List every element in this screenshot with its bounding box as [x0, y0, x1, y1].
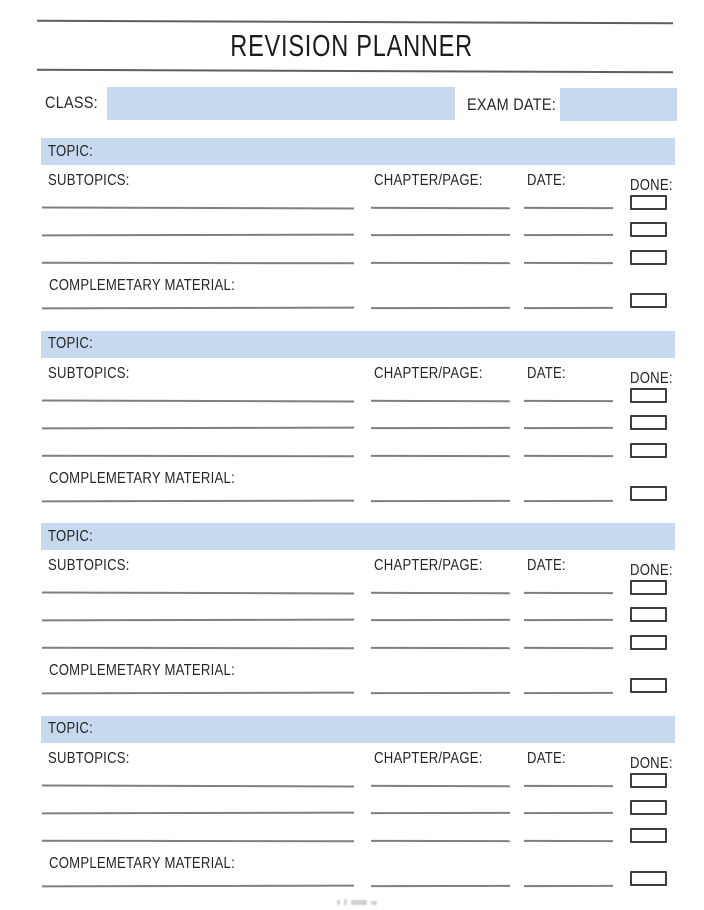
date-line[interactable]	[524, 399, 613, 401]
chapter-page-line[interactable]	[371, 812, 510, 814]
date-line[interactable]	[524, 499, 613, 501]
topic-section	[0, 716, 704, 909]
topic-input[interactable]	[103, 331, 675, 358]
topic-bar	[41, 138, 675, 165]
date-line[interactable]	[524, 234, 613, 236]
chapter-page-line[interactable]	[371, 207, 510, 209]
topic-section	[0, 523, 704, 716]
subtopic-line[interactable]	[42, 207, 354, 210]
class-label: CLASS:	[45, 93, 98, 112]
subtopics-label: SUBTOPICS:	[48, 557, 130, 575]
chapter-page-line[interactable]	[371, 262, 510, 264]
done-checkbox[interactable]	[630, 580, 667, 595]
date-label: DATE:	[527, 364, 566, 382]
done-checkbox[interactable]	[630, 195, 667, 210]
subtopic-line[interactable]	[42, 234, 354, 236]
topic-label: TOPIC:	[48, 142, 93, 160]
chapter-page-line[interactable]	[371, 647, 510, 649]
chapter-page-label: CHAPTER/PAGE:	[374, 557, 483, 575]
topic-bar	[41, 716, 675, 743]
date-line[interactable]	[524, 840, 613, 842]
material-line[interactable]	[42, 692, 354, 694]
subtopic-line[interactable]	[42, 399, 354, 402]
date-line[interactable]	[524, 307, 613, 309]
done-checkbox[interactable]	[630, 388, 667, 403]
done-checkbox[interactable]	[630, 250, 667, 265]
top-divider	[37, 20, 673, 24]
done-checkbox[interactable]	[630, 773, 667, 788]
chapter-page-line[interactable]	[371, 399, 510, 401]
topic-bar	[41, 331, 675, 358]
topic-input[interactable]	[103, 138, 675, 165]
topic-label: TOPIC:	[48, 720, 93, 738]
date-line[interactable]	[524, 455, 613, 457]
chapter-page-label: CHAPTER/PAGE:	[374, 364, 483, 382]
done-checkbox[interactable]	[630, 871, 667, 886]
chapter-page-line[interactable]	[371, 307, 510, 309]
date-line[interactable]	[524, 692, 613, 694]
subtopics-label: SUBTOPICS:	[48, 364, 130, 382]
page-title	[0, 28, 704, 64]
material-line[interactable]	[42, 499, 354, 501]
topic-label: TOPIC:	[48, 527, 93, 545]
chapter-page-line[interactable]	[371, 454, 510, 456]
topic-section	[0, 138, 704, 331]
subtopic-line[interactable]	[42, 426, 354, 428]
complementary-material-label: COMPLEMETARY MATERIAL:	[49, 854, 235, 872]
subtopic-line[interactable]	[42, 619, 354, 621]
subtopic-line[interactable]	[42, 784, 354, 787]
done-label: DONE:	[630, 562, 673, 580]
complementary-material-label: COMPLEMETARY MATERIAL:	[49, 277, 235, 294]
date-line[interactable]	[524, 812, 613, 814]
subtopic-line[interactable]	[42, 811, 354, 813]
chapter-page-line[interactable]	[371, 692, 510, 694]
chapter-page-line[interactable]	[371, 499, 510, 501]
done-checkbox[interactable]	[630, 486, 667, 501]
subtopic-line[interactable]	[42, 592, 354, 595]
chapter-page-label: CHAPTER/PAGE:	[374, 172, 483, 189]
done-checkbox[interactable]	[630, 800, 667, 815]
page-title-text: REVISION PLANNER	[230, 28, 474, 63]
done-checkbox[interactable]	[630, 293, 667, 308]
date-line[interactable]	[524, 785, 613, 787]
date-line[interactable]	[524, 427, 613, 429]
title-divider	[37, 69, 673, 73]
chapter-page-line[interactable]	[371, 785, 510, 787]
date-line[interactable]	[524, 592, 613, 594]
class-input[interactable]	[107, 87, 455, 120]
done-checkbox[interactable]	[630, 415, 667, 430]
exam-date-input[interactable]	[560, 88, 677, 121]
date-line[interactable]	[524, 647, 613, 649]
topic-sections	[0, 138, 704, 908]
topic-input[interactable]	[103, 523, 675, 550]
done-checkbox[interactable]	[630, 222, 667, 237]
topic-section	[0, 331, 704, 524]
done-label: DONE:	[630, 754, 673, 772]
subtopic-line[interactable]	[42, 262, 354, 264]
topic-bar	[41, 523, 675, 550]
subtopic-line[interactable]	[42, 840, 354, 842]
done-checkbox[interactable]	[630, 678, 667, 693]
topic-input[interactable]	[103, 716, 675, 743]
subtopic-line[interactable]	[42, 454, 354, 456]
chapter-page-label: CHAPTER/PAGE:	[374, 749, 483, 767]
chapter-page-line[interactable]	[371, 885, 510, 887]
chapter-page-line[interactable]	[371, 592, 510, 594]
scan-watermark-smudge	[337, 897, 383, 905]
date-line[interactable]	[524, 885, 613, 887]
done-checkbox[interactable]	[630, 607, 667, 622]
done-checkbox[interactable]	[630, 443, 667, 458]
chapter-page-line[interactable]	[371, 234, 510, 236]
done-label: DONE:	[630, 369, 673, 387]
date-line[interactable]	[524, 262, 613, 264]
date-label: DATE:	[527, 172, 566, 189]
complementary-material-label: COMPLEMETARY MATERIAL:	[49, 662, 235, 680]
subtopics-label: SUBTOPICS:	[48, 172, 130, 189]
date-label: DATE:	[527, 557, 566, 575]
date-line[interactable]	[524, 619, 613, 621]
material-line[interactable]	[42, 307, 354, 309]
chapter-page-line[interactable]	[371, 619, 510, 621]
complementary-material-label: COMPLEMETARY MATERIAL:	[49, 469, 235, 487]
date-line[interactable]	[524, 207, 613, 209]
date-label: DATE:	[527, 749, 566, 767]
exam-date-label: EXAM DATE:	[467, 95, 556, 114]
done-checkbox[interactable]	[630, 635, 667, 650]
chapter-page-line[interactable]	[371, 840, 510, 842]
chapter-page-line[interactable]	[371, 426, 510, 428]
done-label: DONE:	[630, 177, 673, 194]
material-line[interactable]	[42, 884, 354, 886]
topic-label: TOPIC:	[48, 335, 93, 353]
done-checkbox[interactable]	[630, 828, 667, 843]
subtopic-line[interactable]	[42, 647, 354, 649]
subtopics-label: SUBTOPICS:	[48, 749, 130, 767]
